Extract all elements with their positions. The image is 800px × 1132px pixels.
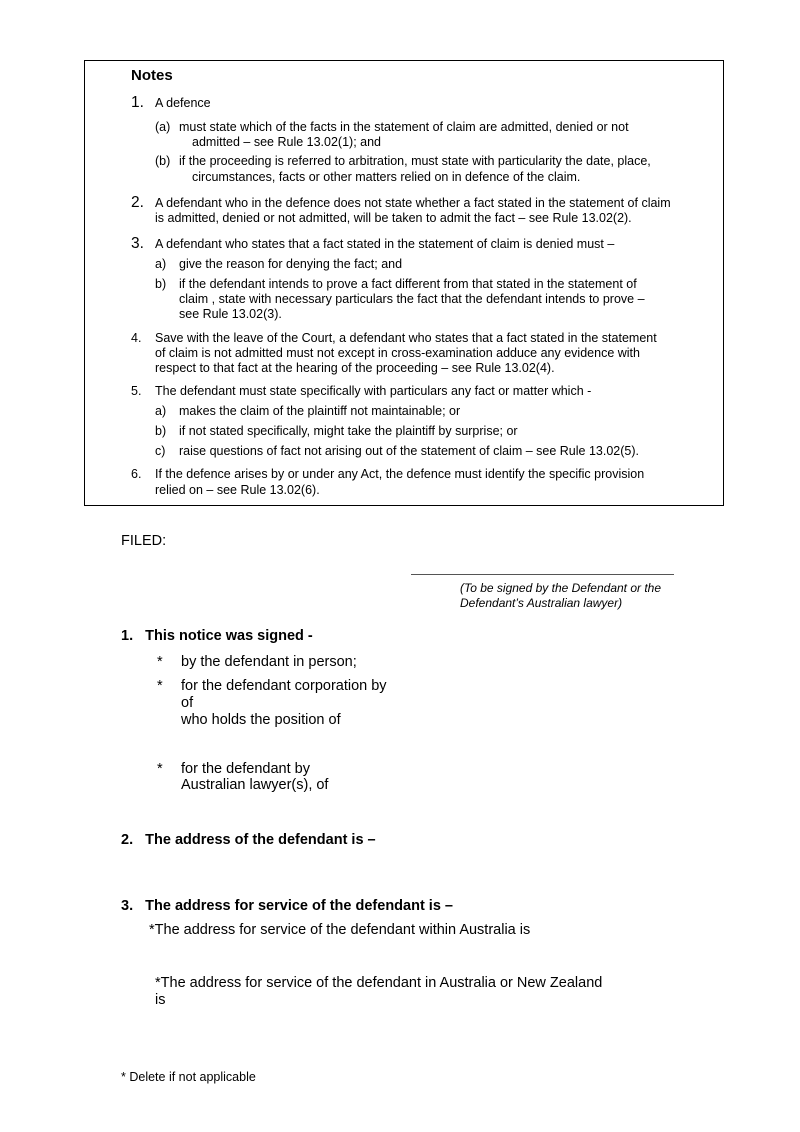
section-3-heading: 3. The address for service of the defendant is – bbox=[121, 898, 453, 914]
note-6-line-2: relied on – see Rule 13.02(6). bbox=[155, 483, 320, 497]
note-4-line-2: of claim is not admitted must not except in cross-examination adduce any evidence with bbox=[155, 346, 640, 360]
note-2-line-1: A defendant who in the defence does not state whether a fact stated in the statement of claim bbox=[155, 196, 671, 210]
note-3b-line-3: see Rule 13.02(3). bbox=[179, 307, 282, 321]
note-2-number: 2. bbox=[131, 194, 144, 211]
note-5-number: 5. bbox=[131, 384, 142, 398]
bullet-star-1: * bbox=[157, 654, 163, 670]
note-6-line-1: If the defence arises by or under any Act, the defence must identify the specific provision bbox=[155, 467, 645, 481]
signed-lawyer-line-1: for the defendant by bbox=[181, 761, 310, 777]
service-address-anz-line-1: *The address for service of the defendant in Australia or New Zealand bbox=[155, 975, 603, 991]
note-1b-line-2: circumstances, facts or other matters relied on in defence of the claim. bbox=[192, 170, 581, 184]
note-5b-line-1: if not stated specifically, might take the plaintiff by surprise; or bbox=[179, 424, 518, 438]
note-3b-line-1: if the defendant intends to prove a fact different from that stated in the statement of bbox=[179, 277, 637, 291]
note-1b-line-1: if the proceeding is referred to arbitration, must state with particularity the date, place, bbox=[179, 154, 651, 168]
section-1-heading: 1. This notice was signed - bbox=[121, 628, 313, 644]
note-5c-line-1: raise questions of fact not arising out of the statement of claim – see Rule 13.02(5). bbox=[179, 444, 639, 458]
note-5c-label: c) bbox=[155, 444, 166, 458]
note-3-text: A defendant who states that a fact stated in the statement of claim is denied must – bbox=[155, 237, 615, 251]
section-2-heading: 2. The address of the defendant is – bbox=[121, 832, 376, 848]
note-2-line-2: is admitted, denied or not admitted, will be taken to admit the fact – see Rule 13.02(2). bbox=[155, 211, 632, 225]
notes-title: Notes bbox=[131, 67, 173, 84]
note-5-text: The defendant must state specifically with particulars any fact or matter which - bbox=[155, 384, 592, 398]
signature-caption-line-1: (To be signed by the Defendant or the bbox=[460, 581, 662, 595]
note-6-number: 6. bbox=[131, 467, 142, 481]
signed-corporation-line-1: for the defendant corporation by bbox=[181, 678, 387, 694]
bullet-star-2: * bbox=[157, 678, 163, 694]
note-3a-line-1: give the reason for denying the fact; and bbox=[179, 257, 403, 271]
note-4-line-3: respect to that fact at the hearing of the proceeding – see Rule 13.02(4). bbox=[155, 361, 555, 375]
signed-corporation-line-2: of bbox=[181, 695, 194, 711]
signed-lawyer-line-2: Australian lawyer(s), of bbox=[181, 777, 329, 793]
note-5a-line-1: makes the claim of the plaintiff not maintainable; or bbox=[179, 404, 461, 418]
note-1b-label: (b) bbox=[155, 154, 171, 168]
note-1-number: 1. bbox=[131, 94, 144, 111]
filed-label: FILED: bbox=[121, 533, 167, 549]
note-1a-label: (a) bbox=[155, 120, 171, 134]
note-4-number: 4. bbox=[131, 331, 142, 345]
note-3-number: 3. bbox=[131, 235, 144, 252]
footnote: * Delete if not applicable bbox=[121, 1070, 256, 1084]
signed-corporation-line-3: who holds the position of bbox=[181, 712, 341, 728]
note-3a-label: a) bbox=[155, 257, 167, 271]
signed-in-person: by the defendant in person; bbox=[181, 654, 357, 670]
note-5b-label: b) bbox=[155, 424, 167, 438]
signature-line bbox=[411, 574, 674, 575]
note-1a-line-2: admitted – see Rule 13.02(1); and bbox=[192, 135, 382, 149]
note-5a-label: a) bbox=[155, 404, 167, 418]
note-4-line-1: Save with the leave of the Court, a defendant who states that a fact stated in the statement bbox=[155, 331, 657, 345]
note-1-text: A defence bbox=[155, 96, 211, 110]
note-1a-line-1: must state which of the facts in the statement of claim are admitted, denied or not bbox=[179, 120, 629, 134]
service-address-anz-line-2: is bbox=[155, 992, 166, 1008]
bullet-star-3: * bbox=[157, 761, 163, 777]
note-3b-label: b) bbox=[155, 277, 167, 291]
signature-caption-line-2: Defendant’s Australian lawyer) bbox=[460, 596, 623, 610]
service-address-australia: *The address for service of the defendant within Australia is bbox=[149, 922, 531, 938]
note-3b-line-2: claim , state with necessary particulars the fact that the defendant intends to prove – bbox=[179, 292, 645, 306]
